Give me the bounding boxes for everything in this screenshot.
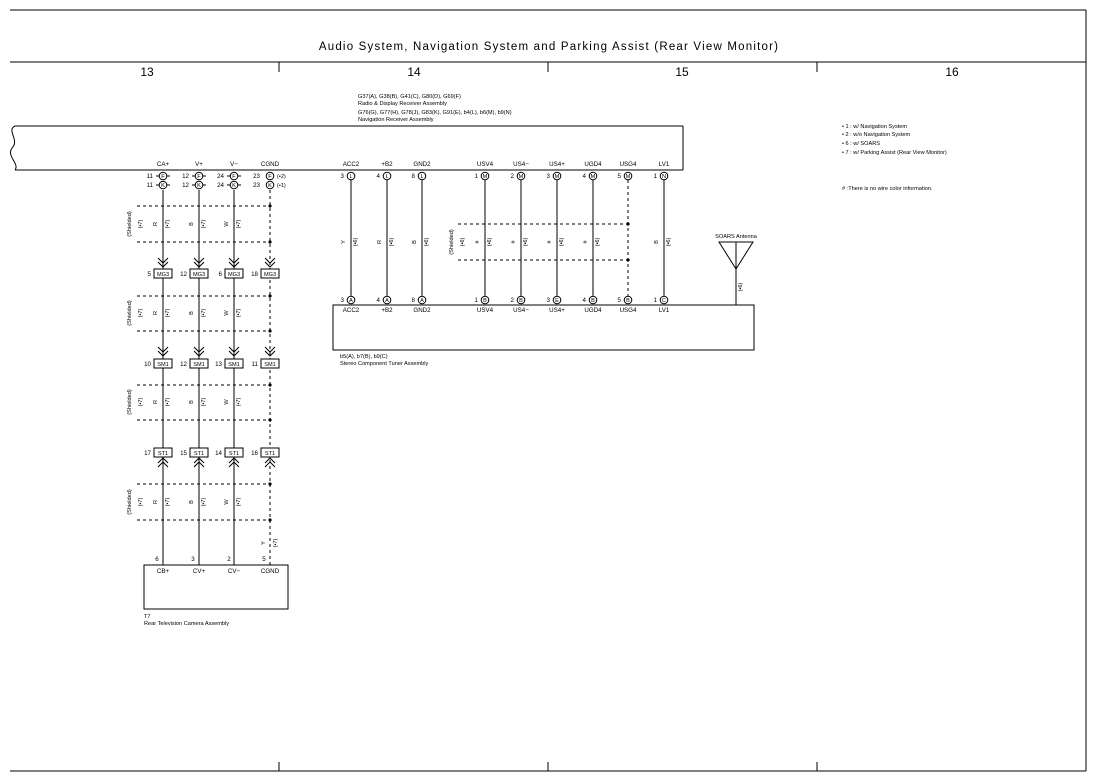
connector-letter: F — [232, 174, 236, 180]
connector-letter: M — [554, 174, 560, 180]
connector-label: SM1 — [157, 362, 169, 368]
tuner-pin-label: ACC2 — [342, 307, 360, 314]
pin-number: 11 — [251, 361, 258, 368]
connector-label: MG3 — [263, 272, 277, 278]
signal-label: ACC2 — [342, 161, 360, 168]
note-line: • 2 : w/o Navigation System — [842, 132, 911, 138]
wire-color: B — [189, 222, 195, 226]
sm1-connector-row — [144, 359, 279, 368]
pin-number: 5 — [262, 556, 266, 563]
connector-letter: A — [349, 298, 353, 304]
variant-mark: (•7) — [236, 219, 242, 229]
pin-number: 24 — [217, 182, 224, 189]
pin-number: 6 — [155, 556, 159, 563]
tuner-assembly — [333, 305, 754, 350]
wire-color: W — [224, 399, 230, 405]
column-number: 15 — [675, 65, 689, 79]
wire-color: B — [412, 240, 418, 244]
shielded-label: (Shielded) — [127, 489, 133, 515]
pin-number: 17 — [144, 450, 151, 457]
variant-mark: (•7) — [138, 497, 144, 507]
connector-letter: A — [420, 298, 424, 304]
variant-mark: (•7) — [201, 497, 207, 507]
no-color-mark: # — [583, 240, 589, 244]
wire-color: R — [153, 399, 159, 405]
camera-name: Rear Television Camera Assembly — [144, 621, 230, 627]
tuner-pin-label: US4− — [513, 307, 529, 314]
antenna-icon — [719, 242, 753, 305]
wire-color: W — [224, 221, 230, 227]
variant-mark: (•7) — [165, 308, 171, 318]
wire-color: B — [189, 400, 195, 404]
no-color-mark: # — [547, 240, 553, 244]
camera-pin-row-f — [147, 172, 286, 180]
pin-number: 18 — [251, 271, 258, 278]
variant-mark: (•7) — [201, 308, 207, 318]
signal-label: GND2 — [413, 161, 431, 168]
tuner-pin-label: USG4 — [619, 307, 637, 314]
pin-number: 3 — [546, 297, 550, 304]
mid-signal-labels — [343, 161, 670, 168]
shielded-label: (Shielded) — [127, 211, 133, 237]
signal-label: USV4 — [476, 161, 494, 168]
connector-letter: F — [197, 174, 201, 180]
camera-pin-label: CGND — [260, 568, 280, 575]
pin-number: 15 — [180, 450, 187, 457]
pin-number: 5 — [147, 271, 151, 278]
tuner-pin-label: +B2 — [381, 307, 393, 314]
camera-pin-row-k — [147, 181, 286, 189]
signal-label: US4+ — [549, 161, 565, 168]
connector-letter: B — [483, 298, 487, 304]
mid-bottom-pins — [341, 296, 668, 304]
pin-number: 16 — [251, 450, 258, 457]
wire-color: R — [153, 499, 159, 505]
tuner-name: Stereo Component Tuner Assembly — [340, 361, 429, 367]
pin-number: 23 — [253, 182, 260, 189]
variant-mark: (•7) — [236, 308, 242, 318]
variant-mark: (•7) — [138, 308, 144, 318]
variant-mark: (•6) — [424, 237, 430, 247]
signal-label: V− — [230, 161, 238, 168]
variant-mark: (•6) — [595, 237, 601, 247]
shielded-label: (Shielded) — [127, 389, 133, 415]
pin-number: 4 — [376, 173, 380, 180]
pin-number: 4 — [582, 297, 586, 304]
wire-color: B — [654, 240, 660, 244]
wire-color: W — [224, 310, 230, 316]
pin-number: 12 — [182, 182, 189, 189]
connector-letter: B — [591, 298, 595, 304]
connector-label: ST1 — [264, 451, 276, 457]
camera-wires — [137, 190, 272, 565]
pin-number: 12 — [180, 271, 187, 278]
shield-group-3 — [127, 389, 242, 415]
wire-color: W — [224, 499, 230, 505]
connector-label: SM1 — [228, 362, 240, 368]
variant-mark: (•6) — [666, 237, 672, 247]
connector-letter: L — [420, 174, 424, 180]
connector-letter: B — [626, 298, 630, 304]
pin-number: 23 — [253, 173, 260, 180]
variant-mark: (•6) — [738, 282, 744, 292]
pin-number: 1 — [474, 173, 478, 180]
mid-top-pins — [341, 172, 668, 180]
connector-label: ST1 — [228, 451, 240, 457]
variant-mark: (•7) — [165, 219, 171, 229]
connector-letter: E — [555, 298, 559, 304]
signal-label: USG4 — [619, 161, 637, 168]
variant-mark: (•7) — [165, 397, 171, 407]
variant-mark: (•7) — [236, 497, 242, 507]
variant-mark: (•6) — [389, 237, 395, 247]
tuner-pin-label: LV1 — [658, 307, 670, 314]
connector-letter: F — [268, 174, 272, 180]
navigation-name: Navigation Receiver Assembly — [358, 117, 434, 123]
wire-color: R — [153, 221, 159, 227]
column-number: 13 — [140, 65, 154, 79]
pin-number: 5 — [617, 173, 621, 180]
pin-number: 3 — [546, 173, 550, 180]
connector-letter: M — [518, 174, 524, 180]
camera-pin-label: CB+ — [156, 568, 170, 575]
pin-number: 6 — [218, 271, 222, 278]
pin-number: 11 — [146, 173, 153, 180]
pin-number: 4 — [376, 297, 380, 304]
connector-letter: M — [590, 174, 596, 180]
connector-letter: N — [661, 174, 667, 180]
connector-label: SM1 — [193, 362, 205, 368]
connector-label: MG3 — [156, 272, 170, 278]
variant-mark: (•7) — [138, 397, 144, 407]
mid-wires — [351, 180, 664, 296]
st1-connector-row — [144, 448, 279, 457]
shield-group-1 — [127, 211, 242, 237]
connector-label: MG3 — [227, 272, 241, 278]
camera-pin-label: CV+ — [192, 568, 206, 575]
connector-letter: K — [161, 183, 165, 189]
shield-group-4 — [127, 489, 242, 515]
pin-number: 1 — [653, 173, 657, 180]
camera-id: T7 — [144, 614, 151, 620]
pin-number: 3 — [340, 297, 344, 304]
receiver-name: Radio & Display Receiver Assembly — [358, 101, 447, 107]
pin-number: 14 — [215, 450, 222, 457]
variant-mark: (•1) — [277, 183, 286, 189]
connector-label: MG3 — [192, 272, 206, 278]
variant-mark: (•7) — [201, 397, 207, 407]
wire-color: R — [153, 310, 159, 316]
pin-number: 3 — [191, 556, 195, 563]
pin-number: 2 — [510, 173, 514, 180]
connector-letter: K — [268, 183, 272, 189]
variant-mark: (•7) — [165, 497, 171, 507]
variant-mark: (•6) — [523, 237, 529, 247]
wire-color: R — [377, 239, 383, 245]
connector-letter: M — [482, 174, 488, 180]
connector-letter: K — [197, 183, 201, 189]
connector-letter: M — [625, 174, 631, 180]
pin-number: 3 — [340, 173, 344, 180]
pin-number: 4 — [582, 173, 586, 180]
pin-number: 12 — [182, 173, 189, 180]
connector-letter: F — [161, 174, 165, 180]
connector-label: ST1 — [157, 451, 169, 457]
tuner-pin-label: US4+ — [549, 307, 565, 314]
pin-number: 2 — [510, 297, 514, 304]
column-number: 14 — [407, 65, 421, 79]
connector-letter: K — [232, 183, 236, 189]
connector-label: ST1 — [193, 451, 205, 457]
wire-color: B — [189, 500, 195, 504]
signal-label: V+ — [195, 161, 203, 168]
diagram-title: Audio System, Navigation System and Parking Assist (Rear View Monitor) — [318, 41, 780, 53]
variant-mark: (•6) — [353, 237, 359, 247]
no-color-mark: # — [475, 240, 481, 244]
wire-color-note: # :There is no wire color information. — [842, 186, 933, 192]
pin-number: 1 — [653, 297, 657, 304]
wire-color: B — [189, 311, 195, 315]
pin-number: 24 — [217, 173, 224, 180]
connector-letter: B — [519, 298, 523, 304]
shielded-label: (Shielded) — [449, 229, 455, 255]
variant-mark: (•6) — [559, 237, 565, 247]
tuner-pin-label: USV4 — [476, 307, 494, 314]
signal-label: US4− — [513, 161, 529, 168]
shielded-label: (Shielded) — [127, 300, 133, 326]
signal-label: UGD4 — [584, 161, 602, 168]
pin-number: 8 — [411, 173, 415, 180]
connector-letter: A — [385, 298, 389, 304]
receiver-connectors-line: G37(A), G38(B), G41(C), G80(D), G69(F) — [358, 94, 461, 100]
no-color-mark: # — [511, 240, 517, 244]
pin-number: 8 — [411, 297, 415, 304]
signal-label: LV1 — [658, 161, 670, 168]
tuner-pin-label: GND2 — [413, 307, 431, 314]
wire-color: Y — [341, 240, 347, 244]
connector-label: SM1 — [264, 362, 276, 368]
page-frame — [10, 10, 1086, 771]
signal-label: CA+ — [156, 161, 170, 168]
wire-color: Y — [261, 541, 267, 545]
camera-assembly — [144, 556, 288, 609]
shield-group-2 — [127, 300, 242, 326]
pin-number: 10 — [144, 361, 151, 368]
pin-number: 5 — [617, 297, 621, 304]
antenna-label: SOARS Antenna — [715, 234, 757, 240]
variant-mark: (•7) — [236, 397, 242, 407]
pin-number: 11 — [146, 182, 153, 189]
connector-letter: C — [661, 298, 667, 304]
camera-pin-label: CV− — [227, 568, 241, 575]
variant-mark: (•7) — [273, 538, 279, 548]
signal-label: +B2 — [381, 161, 393, 168]
connector-letter: L — [385, 174, 389, 180]
mg3-connector-row — [148, 269, 279, 278]
variant-mark: (•6) — [460, 237, 466, 247]
note-line: • 1 : w/ Navigation System — [842, 124, 908, 130]
connector-letter: L — [349, 174, 353, 180]
note-line: • 6 : w/ SOARS — [842, 141, 881, 147]
variant-mark: (•6) — [487, 237, 493, 247]
variant-mark: (•2) — [277, 174, 286, 180]
pin-number: 2 — [227, 556, 231, 563]
mid-wire-labels — [341, 229, 672, 255]
tuner-connectors-line: b5(A), b7(B), b9(C) — [340, 354, 388, 360]
pin-number: 1 — [474, 297, 478, 304]
pin-number: 13 — [215, 361, 222, 368]
pin-number: 12 — [180, 361, 187, 368]
variant-mark: (•7) — [201, 219, 207, 229]
signal-label: CGND — [260, 161, 280, 168]
note-line: • 7 : w/ Parking Assist (Rear View Monitor) — [842, 150, 947, 156]
variant-mark: (•7) — [138, 219, 144, 229]
column-number: 16 — [945, 65, 959, 79]
navigation-connectors-line: G76(G), G77(H), G78(J), G83(K), G91(E), b4(L), b6(M), b9(N) — [358, 110, 512, 116]
tuner-pin-label: UGD4 — [584, 307, 602, 314]
